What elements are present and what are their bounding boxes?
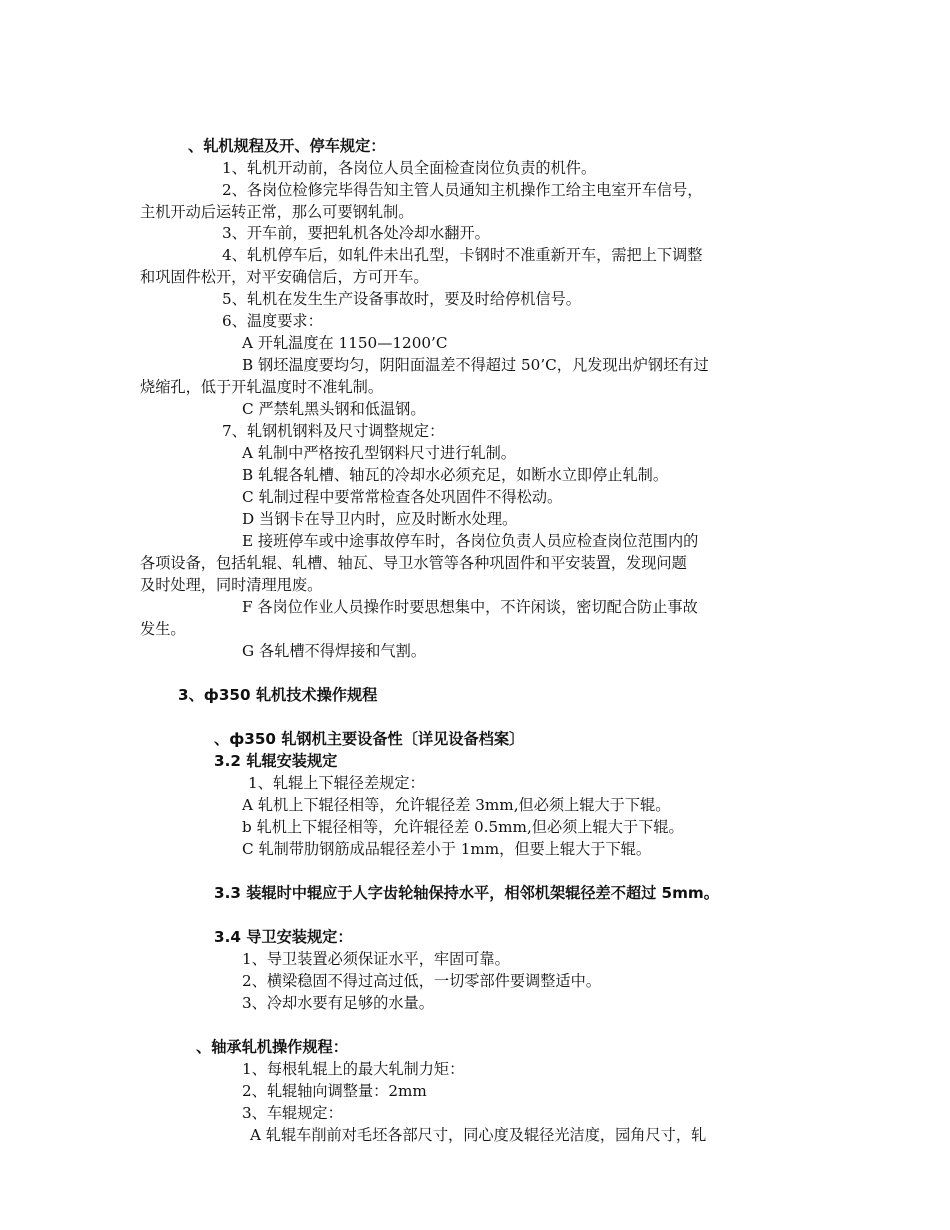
paragraph-line: 烧缩孔，低于开轧温度时不准轧制。 <box>140 378 383 396</box>
paragraph-line: A 轧机上下辊径相等，允许辊径差 3mm,但必须上辊大于下辊。 <box>242 796 671 814</box>
paragraph-line: 1、轧辊上下辊径差规定： <box>248 774 425 792</box>
paragraph-line: 主机开动后运转正常，那么可要钢轧制。 <box>140 203 414 221</box>
paragraph-line: B 钢坯温度要均匀，阴阳面温差不得超过 50’C，凡发现出炉钢坯有过 <box>242 356 709 374</box>
paragraph-line: C 轧制带肋钢筋成品辊径差小于 1mm，但要上辊大于下辊。 <box>242 840 652 858</box>
paragraph-line: 3、车辊规定： <box>242 1104 343 1122</box>
paragraph-line: F 各岗位作业人员操作时要思想集中，不许闲谈，密切配合防止事故 <box>242 598 698 616</box>
paragraph-line: 3、冷却水要有足够的水量。 <box>242 994 434 1012</box>
subsection-heading: 、ф350 轧钢机主要设备性〔详见设备档案〕 <box>214 730 525 748</box>
paragraph-line: 4、轧机停车后，如轧件未出孔型，卡钢时不准重新开车，需把上下调整 <box>222 246 703 264</box>
section-heading: 、轴承轧机操作规程： <box>196 1038 348 1056</box>
paragraph-line: 1、每根轧辊上的最大轧制力矩： <box>242 1060 465 1078</box>
section-heading: 、轧机规程及开、停车规定： <box>188 137 386 155</box>
paragraph-line: 2、轧辊轴向调整量：2mm <box>242 1082 427 1100</box>
paragraph-line: 和巩固件松开，对平安确信后，方可开车。 <box>140 268 429 286</box>
paragraph-line: E 接班停车或中途事故停车时，各岗位负责人员应检查岗位范围内的 <box>242 532 699 550</box>
paragraph-line: 7、轧钢机钢料及尺寸调整规定： <box>222 422 445 440</box>
paragraph-line: D 当钢卡在导卫内时，应及时断水处理。 <box>242 510 518 528</box>
paragraph-line: A 轧制中严格按孔型钢料尺寸进行轧制。 <box>242 444 516 462</box>
paragraph-line: 6、温度要求： <box>222 312 323 330</box>
section-heading: 3、ф350 轧机技术操作规程 <box>178 686 378 704</box>
paragraph-line: G 各轧槽不得焊接和气割。 <box>242 642 427 660</box>
subsection-heading: 3.2 轧辊安装规定 <box>214 752 338 770</box>
paragraph-line: b 轧机上下辊径相等，允许辊径差 0.5mm,但必须上辊大于下辊。 <box>242 818 684 836</box>
subsection-heading: 3.3 装辊时中辊应于人字齿轮轴保持水平，相邻机架辊径差不超过 5mm。 <box>214 884 719 902</box>
paragraph-line: A 开轧温度在 1150—1200’C <box>242 334 448 352</box>
paragraph-line: 2、各岗位检修完毕得告知主管人员通知主机操作工给主电室开车信号， <box>222 181 703 199</box>
paragraph-line: 发生。 <box>140 620 186 638</box>
paragraph-line: 3、开车前，要把轧机各处冷却水翻开。 <box>222 224 490 242</box>
paragraph-line: C 轧制过程中要常常检查各处巩固件不得松动。 <box>242 488 563 506</box>
paragraph-line: 5、轧机在发生生产设备事故时，要及时给停机信号。 <box>222 290 581 308</box>
paragraph-line: 及时处理，同时清理甩废。 <box>140 576 323 594</box>
paragraph-line: B 轧辊各轧槽、轴瓦的冷却水必须充足，如断水立即停止轧制。 <box>242 466 669 484</box>
paragraph-line: 1、导卫装置必须保证水平，牢固可靠。 <box>242 950 510 968</box>
paragraph-line: 各项设备，包括轧辊、轧槽、轴瓦、导卫水管等各种巩固件和平安装置，发现问题 <box>140 554 687 572</box>
paragraph-line: C 严禁轧黑头钢和低温钢。 <box>242 400 426 418</box>
subsection-heading: 3.4 导卫安装规定： <box>214 928 353 946</box>
paragraph-line: 2、横梁稳固不得过高过低，一切零部件要调整适中。 <box>242 972 601 990</box>
paragraph-line: A 轧辊车削前对毛坯各部尺寸，同心度及辊径光洁度，园角尺寸，轧 <box>250 1126 707 1144</box>
paragraph-line: 1、轧机开动前，各岗位人员全面检查岗位负责的机件。 <box>222 159 597 177</box>
